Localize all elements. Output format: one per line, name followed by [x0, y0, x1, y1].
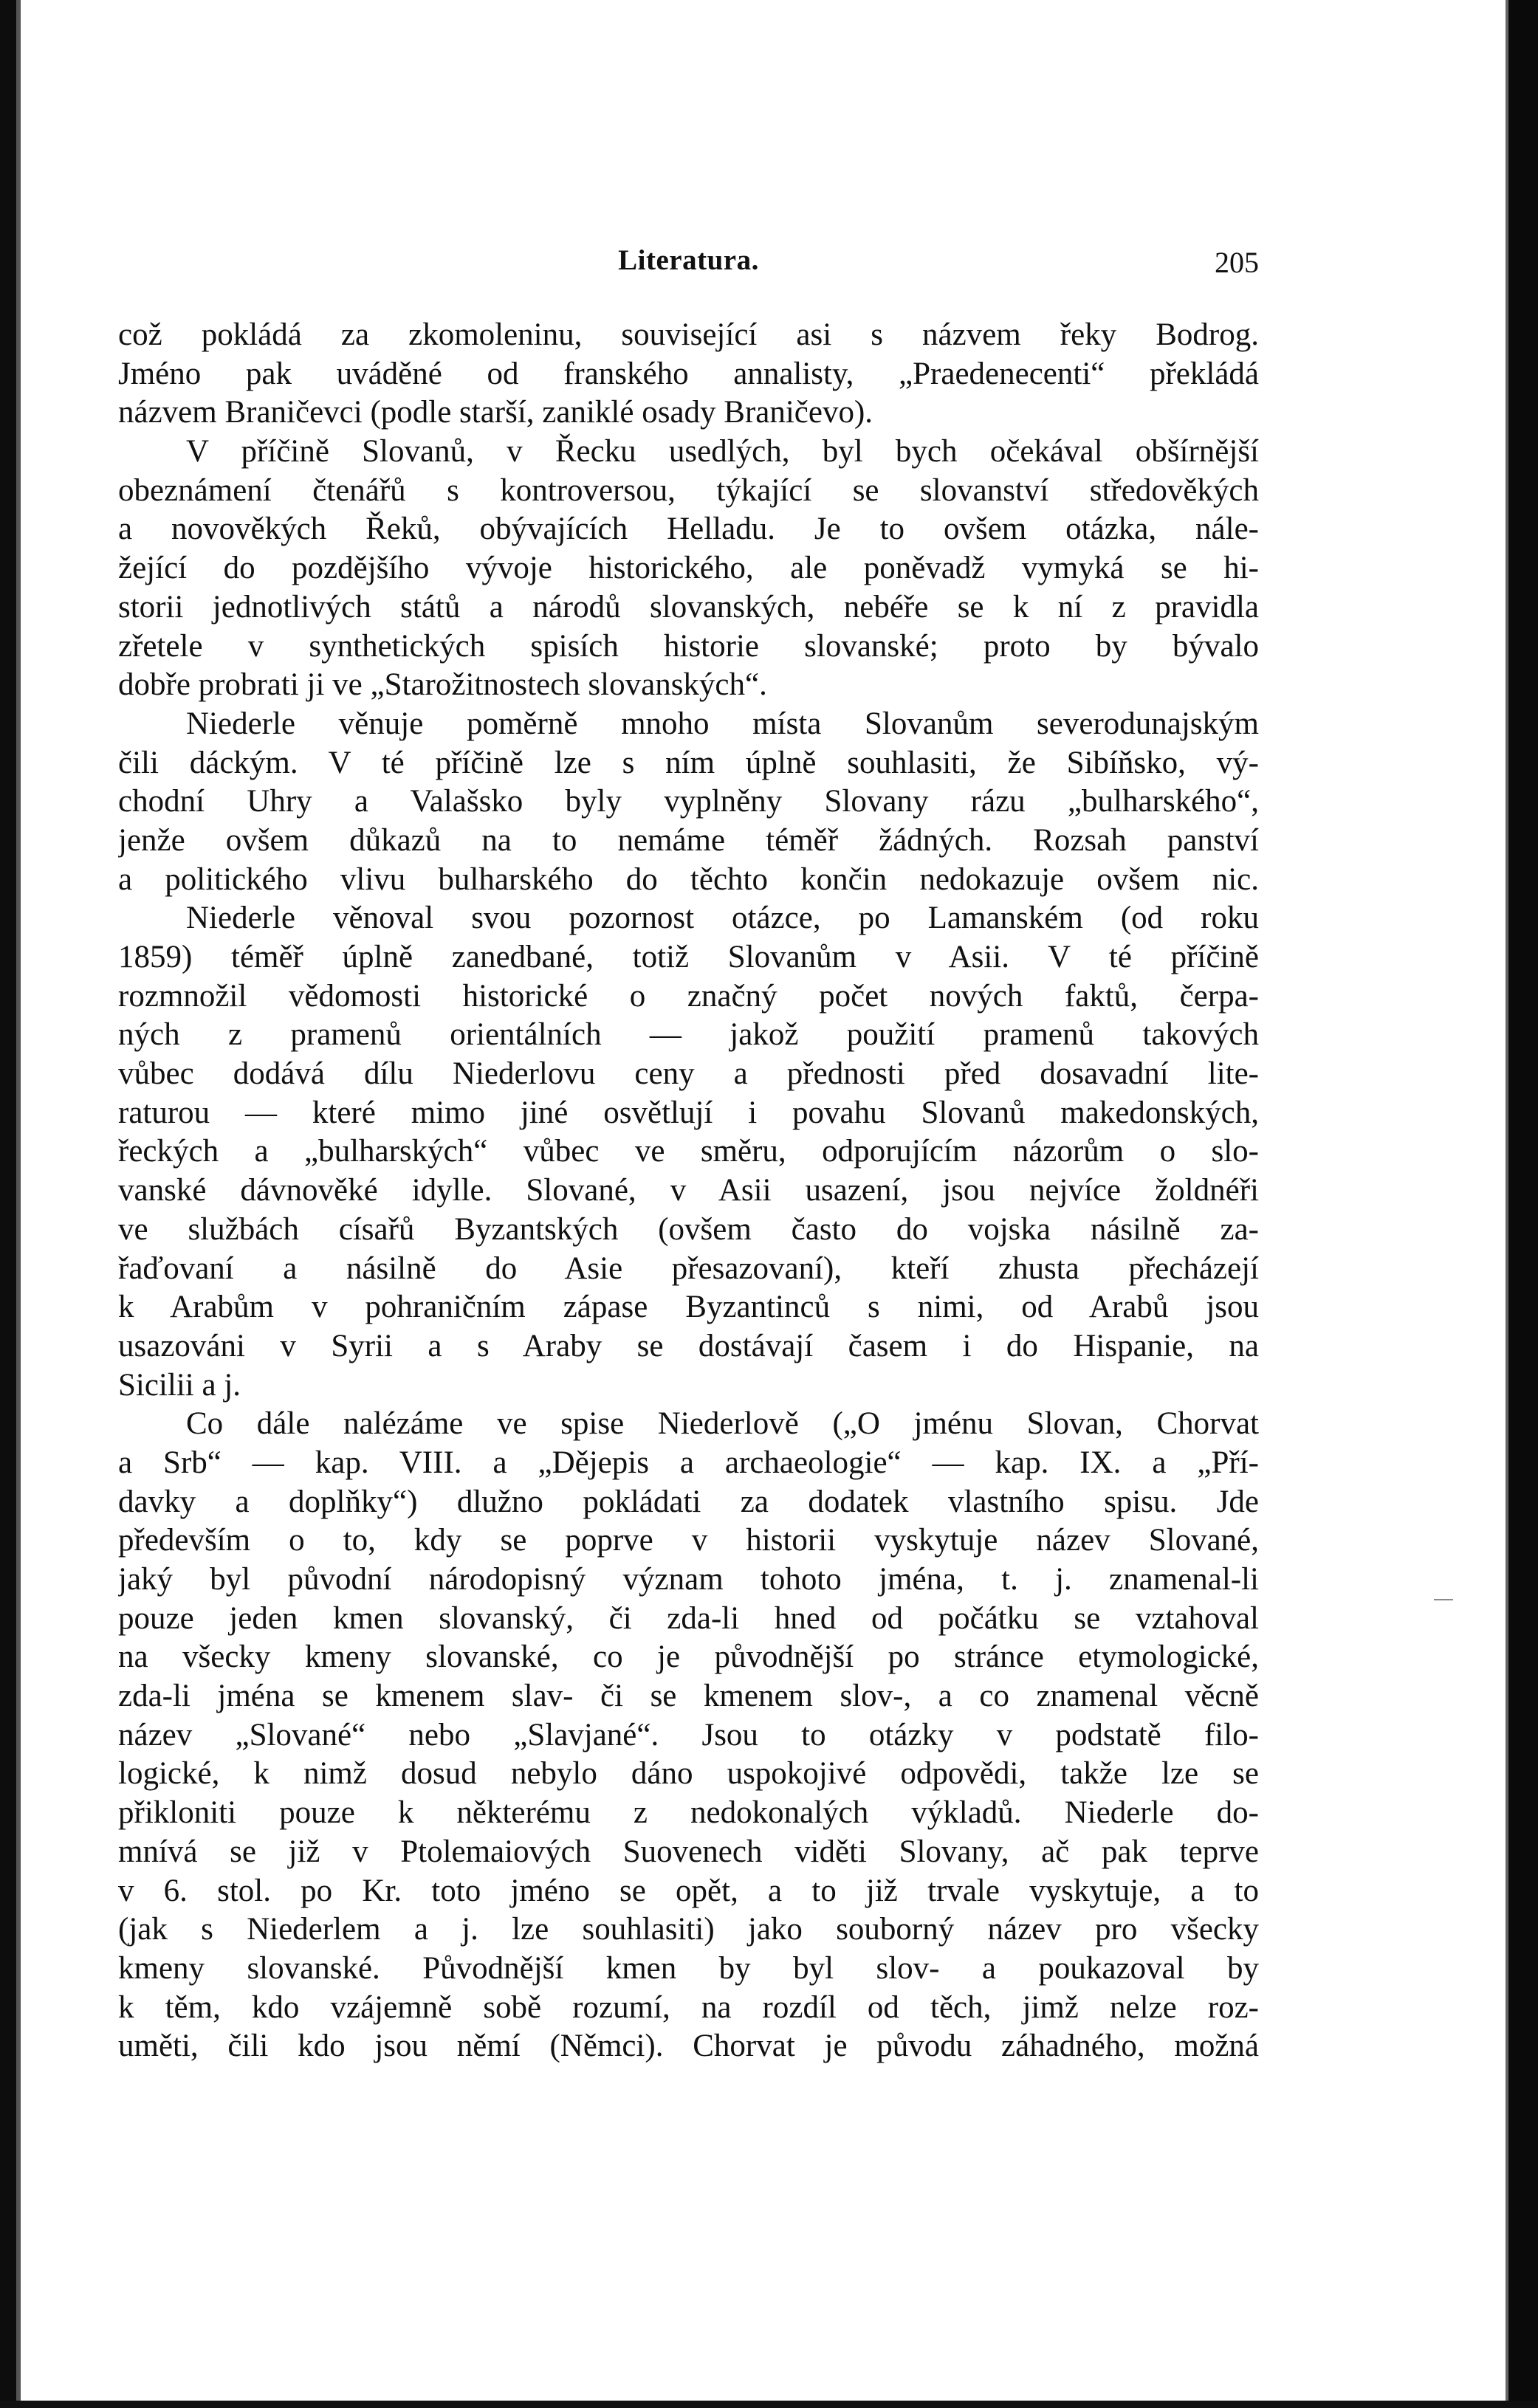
text-line: jaký byl původní národopisný význam tohoto jména, t. j. znamenal-li — [118, 1562, 1259, 1597]
text-line: kmeny slovanské. Původnější kmen by byl slov- a poukazoval by — [118, 1950, 1259, 1986]
text-line: řeckých a „bulharských“ vůbec ve směru, odporujícím názorům o slo- — [118, 1134, 1259, 1169]
text-line: zda-li jména se kmenem slav- či se kmenem slov-, a co znamenal věcně — [118, 1679, 1259, 1714]
body-text — [118, 316, 1259, 2066]
paragraph-start-line: Niederle věnuje poměrně mnoho místa Slovanům severodunajským — [186, 706, 1259, 741]
text-line: usazováni v Syrii a s Araby se dostávají časem i do Hispanie, na — [118, 1328, 1259, 1363]
text-line: storii jednotlivých států a národů slovanských, nebéře se k ní z pravidla — [118, 589, 1259, 625]
page-number: 205 — [1215, 246, 1259, 279]
scan-border-right-shadow — [1506, 0, 1508, 2408]
text-line: dobře probrati ji ve „Starožitnostech slovanských“. — [118, 667, 767, 703]
text-line: ných z pramenů orientálních — jakož použití pramenů takových — [118, 1017, 1259, 1053]
text-line: Sicilii a j. — [118, 1367, 241, 1403]
page-header — [118, 244, 1259, 281]
text-line: raturou — které mimo jiné osvětlují i povahu Slovanů makedonských, — [118, 1095, 1259, 1130]
scan-border-left-shadow — [16, 0, 21, 2408]
scan-border-left — [0, 0, 16, 2408]
text-line: a Srb“ — kap. VIII. a „Dějepis a archaeologie“ — kap. IX. a „Pří- — [118, 1445, 1259, 1480]
text-line: a novověkých Řeků, obývajících Helladu. Je to ovšem otázka, nále- — [118, 512, 1259, 547]
text-line: zřetele v synthetických spisích historie slovanské; proto by bývalo — [118, 628, 1259, 664]
text-line: přikloniti pouze k některému z nedokonalých výkladů. Niederle do- — [118, 1795, 1259, 1831]
text-line: 1859) téměř úplně zanedbané, totiž Slovanům v Asii. V té příčině — [118, 940, 1259, 974]
paragraph-start-line: V příčině Slovanů, v Řecku usedlých, byl bych očekával obšírnější — [186, 434, 1259, 469]
text-line: vanské dávnověké idylle. Slované, v Asii usazení, jsou nejvíce žoldnéři — [118, 1173, 1259, 1208]
text-line: davky a doplňky“) dlužno pokládati za dodatek vlastního spisu. Jde — [118, 1484, 1259, 1519]
text-line: uměti, čili kdo jsou němí (Němci). Chorvat je původu záhadného, možná — [118, 2029, 1259, 2064]
text-line: názvem Braničevci (podle starší, zaniklé osady Braničevo). — [118, 395, 873, 430]
text-line: v 6. stol. po Kr. toto jméno se opět, a to již trvale vyskytuje, a to — [118, 1873, 1259, 1908]
text-line: především o to, kdy se poprve v historii vyskytuje název Slované, — [118, 1523, 1259, 1558]
margin-mark — [1434, 1599, 1453, 1600]
text-line: na všecky kmeny slovanské, co je původnější po stránce etymologické, — [118, 1640, 1259, 1675]
running-title: Literatura. — [618, 244, 759, 276]
scan-border-bottom — [0, 2401, 1538, 2408]
text-line: řaďovaní a násilně do Asie přesazovaní), kteří zhusta přecházejí — [118, 1251, 1259, 1286]
text-line: Jméno pak uváděné od franského annalisty, „Praedenecenti“ překládá — [118, 356, 1259, 391]
text-line: logické, k nimž dosud nebylo dáno uspokojivé odpovědi, takže lze se — [118, 1756, 1259, 1792]
text-line: (jak s Niederlem a j. lze souhlasiti) jako souborný název pro všecky — [118, 1912, 1259, 1947]
text-line: mnívá se již v Ptolemaiových Suovenech viděti Slovany, ač pak teprve — [118, 1834, 1259, 1869]
text-line: ve službách císařů Byzantských (ovšem často do vojska násilně za- — [118, 1211, 1259, 1247]
text-line: vůbec dodává dílu Niederlovu ceny a přednosti před dosavadní lite- — [118, 1056, 1259, 1092]
text-line: čili dáckým. V té příčině lze s ním úplně souhlasiti, že Sibíňsko, vý- — [118, 745, 1259, 780]
paragraph-start-line: Co dále nalézáme ve spise Niederlově („O jménu Slovan, Chorvat — [186, 1406, 1259, 1442]
text-line: což pokládá za zkomoleninu, související asi s názvem řeky Bodrog. — [118, 317, 1259, 352]
text-line: k Arabům v pohraničním zápase Byzantinců s nimi, od Arabů jsou — [118, 1290, 1259, 1325]
text-line: rozmnožil vědomosti historické o značný počet nových faktů, čerpa- — [118, 978, 1259, 1014]
paragraph-start-line: Niederle věnoval svou pozornost otázce, po Lamanském (od roku — [186, 901, 1259, 936]
scan-border-right — [1508, 0, 1538, 2408]
text-line: žející do pozdějšího vývoje historického, ale poněvadž vymyká se hi- — [118, 551, 1259, 586]
text-line: jenže ovšem důkazů na to nemáme téměř žádných. Rozsah panství — [118, 822, 1259, 858]
text-line: chodní Uhry a Valašsko byly vyplněny Slovany rázu „bulharského“, — [118, 784, 1259, 819]
text-line: pouze jeden kmen slovanský, či zda-li hned od počátku se vztahoval — [118, 1600, 1259, 1636]
text-line: obeznámení čtenářů s kontroversou, týkající se slovanství středověkých — [118, 472, 1259, 508]
text-line: k těm, kdo vzájemně sobě rozumí, na rozdíl od těch, jimž nelze roz- — [118, 1989, 1259, 2025]
text-line: název „Slované“ nebo „Slavjané“. Jsou to otázky v podstatě filo- — [118, 1717, 1259, 1752]
text-line: a politického vlivu bulharského do těchto končin nedokazuje ovšem nic. — [118, 861, 1259, 897]
